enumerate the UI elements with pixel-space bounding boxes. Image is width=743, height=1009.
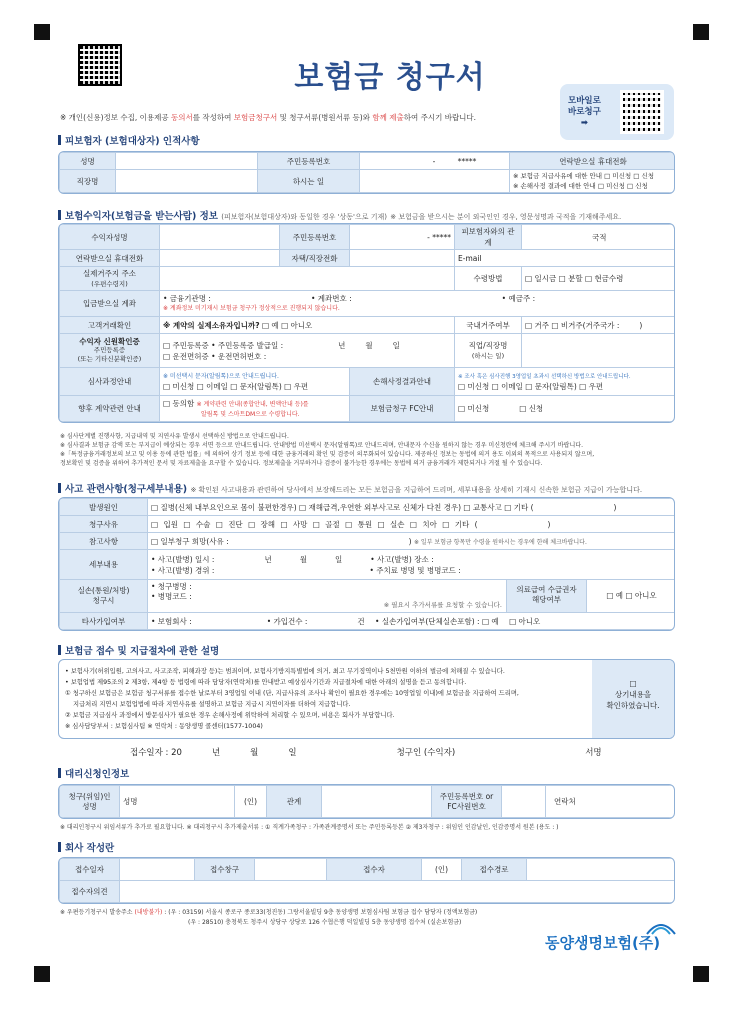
section-insured-title: 피보험자 (보험대상자) 인적사항 [58, 133, 200, 147]
label-occupation: 직업/직장명 (하시는 일) [455, 334, 522, 368]
mobile-label: 모바일로 [568, 96, 601, 106]
sign-line[interactable]: 접수일자 : 20 년 월 일 청구인 (수익자) 서명 [130, 748, 602, 758]
footer-address: ※ 우편등기청구시 발송주소 (내방불가) : (우 : 03159) 서울시 종로구 종로33(청진동) 그랑서울빌딩 9층 동양생명 보험심사팀 보험금 접수 담당자 (정액보험금) (우 : 28510) 충청북도 청주시 상당구 상당로 126 수협은행 덕일빌딩 5층 동양생명 접수처 (실손보험금) [60, 909, 478, 926]
company-table [58, 857, 675, 904]
label-name: 성명 [60, 153, 116, 170]
corner-mark [34, 24, 50, 40]
label-job: 직장명 [60, 170, 116, 193]
label-beneficiary-name: 수익자성명 [60, 225, 160, 250]
label-adjust-notice: 손해사정결과안내 [350, 368, 455, 396]
channel-field[interactable] [255, 859, 327, 881]
label-details: 세부내용 [60, 550, 148, 580]
label-reason: 청구사유 [60, 516, 148, 533]
insured-rrn-field[interactable]: - ***** [360, 153, 510, 170]
company-logo: 동양생명보험(주) [545, 932, 660, 953]
label-account: 입금받으실 계좌 [60, 291, 160, 317]
home-phone-field[interactable] [350, 250, 455, 267]
label-review-notice: 심사과정안내 [60, 368, 160, 396]
label-receipt-date: 접수일자 [60, 859, 120, 881]
label-cause: 발생원인 [60, 499, 148, 516]
opinion-field[interactable] [120, 881, 676, 903]
insured-job-field[interactable] [116, 170, 258, 193]
insured-info-table [58, 151, 675, 194]
other-insurance-field[interactable]: • 보험회사 : • 가입건수 : 건 • 실손가입여부(단체실손포함) : □ 예 □ 아니오 [148, 613, 676, 630]
account-field[interactable]: • 금융기관명 : • 계좌번호 : • 예금주 : ※ 계좌정보 미기재시 보험금 청구가 정상적으로 진행되지 않습니다. [160, 291, 676, 317]
barcode-icon [80, 46, 120, 84]
procedure-line: • 보험업법 제95조의 2 제3항, 제4항 등 법령에 따라 담당자(연락처)를 안내받고 예상심사기간과 지급절차에 대한 아래의 설명을 듣고 동의합니다. [65, 679, 467, 686]
beneficiary-name-field[interactable] [160, 225, 280, 250]
qr-code-icon[interactable] [620, 90, 664, 134]
label-reference: 참고사항 [60, 533, 148, 550]
reference-options[interactable]: □ 일부청구 희망(사유 : ) ※ 일부 보험금 항목만 수령을 원하시는 경우에 한해 체크바랍니다. [148, 533, 676, 550]
notice-options[interactable]: ※ 보험금 지급사유에 대한 안내 □ 미신청 □ 신청 ※ 손해사정 결과에 대한 안내 □ 미신청 □ 신청 [510, 170, 676, 193]
label-rrn-fc: 주민등록번호 or FC사원번호 [432, 786, 502, 818]
section-procedure-title: 보험금 접수 및 지급절차에 관한 설명 [58, 643, 219, 657]
email-field[interactable]: E-mail [455, 250, 676, 267]
label-receiver: 접수자 [327, 859, 422, 881]
mobile-claim-box[interactable] [560, 84, 674, 140]
label-fc-notice: 보험금청구 FC안내 [350, 396, 455, 422]
procedure-box [58, 659, 675, 739]
receipt-date-field[interactable] [120, 859, 195, 881]
label-id-check: 수익자 신원확인증 주민등록증 (또는 기타신분확인증) [60, 334, 160, 368]
owner-check-options[interactable]: ※ 계약의 실제소유자입니까? □ 예 □ 아니오 [160, 317, 455, 334]
corner-mark [34, 966, 50, 982]
cause-options[interactable]: □ 질병(신체 내부요인으로 몸이 불편한경우) □ 재해급격,우연한 외부사고로 신체가 다친 경우) □ 교통사고 □ 기타 ( ) [148, 499, 676, 516]
label-receive-method: 수령방법 [455, 267, 522, 291]
label-future-notice: 향후 계약관련 안내 [60, 396, 160, 422]
corner-mark [693, 24, 709, 40]
label-channel: 접수창구 [195, 859, 255, 881]
details-field[interactable]: • 사고(발병) 일시 : 년 월 일 • 사고(발병) 장소 : • 사고(발병) 경위 : • 주치료 병명 및 병명코드 : [148, 550, 676, 580]
medical-field[interactable]: • 청구병명 : • 병명코드 : ※ 필요시 추가서류를 요청할 수 있습니다. 의료급여 수급권자 해당여부 □ 예 □ 아니오 [148, 580, 676, 613]
reason-options[interactable]: □ 입원 □ 수술 □ 진단 □ 장해 □ 사망 □ 골절 □ 통원 □ 실손 □ 치아 □ 기타 ( ) [148, 516, 676, 533]
rrn-fc-field[interactable] [502, 786, 546, 818]
agent-name-field[interactable]: 성명 [120, 786, 235, 818]
label-rrn: 주민등록번호 [280, 225, 350, 250]
relation-field[interactable] [322, 786, 432, 818]
occupation-field[interactable] [522, 334, 676, 368]
label-relation: 관계 [267, 786, 322, 818]
label-relation: 피보험자와의 관계 [455, 225, 522, 250]
mobile-label: 바로청구 [568, 107, 601, 117]
agent-table [58, 784, 675, 819]
beneficiary-rrn-field[interactable]: - ***** [350, 225, 455, 250]
label-home-phone: 자택/직장전화 [280, 250, 350, 267]
seal-mark: (인) [422, 859, 462, 881]
insured-name-field[interactable] [116, 153, 258, 170]
section-agent-title: 대리신청인정보 [58, 766, 129, 780]
agent-phone-field[interactable]: 연락처 [546, 786, 676, 818]
label-address: 실제거주지 주소 (우편수령지) [60, 267, 160, 291]
label-rrn: 주민등록번호 [258, 153, 360, 170]
label-medical: 실손(통원/처방) 청구시 [60, 580, 148, 613]
procedure-line: ② 보험금 지급심사 과정에서 방문심사가 필요한 경우 손해사정에 위탁하여 처리할 수 있으며, 비용은 회사가 부담합니다. [65, 712, 395, 719]
procedure-line: ※ 심사담당부서 : 보험심사팀 ※ 연락처 : 동양생명 콜센터(1577-1004) [65, 723, 263, 730]
section-company-title: 회사 작성란 [58, 840, 114, 854]
procedure-line: • 보험사기(허위입원, 고의사고, 사고조작, 피해과장 등)는 범죄이며, 보험사기방지특별법에 의거, 최고 무기징역이나 5천만원 이하의 벌금에 처해질 수 있습니다. [65, 668, 505, 675]
confirm-checkbox[interactable]: □ 상기내용을 확인하였습니다. [592, 660, 674, 739]
intro-text: ※ 개인(신용)정보 수집, 이용제공 동의서를 작성하여 보험금청구서 및 청구서류(병원서류 등)와 함께 제출하여 주시기 바랍니다. [60, 113, 477, 122]
label-customer-check: 고객거래확인 [60, 317, 160, 334]
corner-mark [693, 966, 709, 982]
route-field[interactable] [527, 859, 676, 881]
label-work: 하시는 일 [258, 170, 360, 193]
logo-wave-icon [645, 918, 677, 936]
arrow-icon: ➡ [580, 118, 588, 128]
id-card-options[interactable]: □ 주민등록증 • 주민등록증 발급일 : 년 월 일 □ 운전면허증 • 운전면허번호 : [160, 334, 455, 368]
adjust-notice-options[interactable]: ※ 조사 혹은 심사진행 3영업일 초과시 선택하신 방법으로 안내드립니다. □ 미신청 □ 이메일 □ 문자(알림톡) □ 우편 [455, 368, 676, 396]
beneficiary-table [58, 223, 675, 423]
label-other-insurance: 타사가입여부 [60, 613, 148, 630]
label-opinion: 접수자의견 [60, 881, 120, 903]
section-accident-title: 사고 관련사항(청구세부내용) ※ 확인된 사고내용과 관련하여 당사에서 보장해드리는 모든 보험금을 지급하여 드리며, 세부내용을 상세히 기재시 신속한 보험금 지급이 가능합니다. [58, 481, 642, 495]
agent-note: ※ 대리인청구시 위임서류가 추가로 필요합니다. ※ 대리청구시 추가제출서류 : ① 직계가족청구 : 가족관계증명서 또는 주민등록등본 ② 제3자청구 : 위임인 인감날인, 인감증명서 원본 (용도 : ) [60, 824, 559, 831]
accident-table [58, 497, 675, 631]
nationality-field[interactable]: 국적 [522, 225, 676, 250]
procedure-line: 지급처리 지연시 보험업법에 따라 지연사유를 설명하고 보험금 지급시 지연이자를 더하여 지급합니다. [73, 701, 351, 708]
review-notice-options[interactable]: ※ 미선택시 문자(알림톡)으로 안내드립니다. □ 미신청 □ 이메일 □ 문자(알림톡) □ 우편 [160, 368, 350, 396]
receive-method-options[interactable]: □ 일시금 □ 분할 □ 현금수령 [522, 267, 676, 291]
label-residence: 국내거주여부 [455, 317, 522, 334]
section-beneficiary-title: 보험수익자(보험금을 받는사람) 정보 (피보험자(보험대상자)와 동일한 경우 '상동'으로 기재) ※ 보험금을 받으시는 분이 외국인인 경우, 영문성명과 국적을 기재해주세요. [58, 208, 621, 222]
residence-options[interactable]: □ 거주 □ 비거주(거주국가 : ) [522, 317, 676, 334]
label-mobile: 연락받으실 휴대전화 [60, 250, 160, 267]
label-route: 접수경로 [462, 859, 527, 881]
label-delegator: 청구(위임)인 성명 [60, 786, 120, 818]
insured-work-field[interactable] [360, 170, 510, 193]
label-phone: 연락받으실 휴대전화 [510, 153, 676, 170]
page-title: 보험금 청구서 [294, 60, 486, 95]
mobile-field[interactable] [160, 250, 280, 267]
procedure-line: ① 청구하신 보험금은 보험금 청구서류를 접수한 날로부터 3영업일 이내 (단, 지급사유의 조사나 확인이 필요한 경우에는 10영업일 이내)에 보험금을 지급하여 드리며, [65, 690, 519, 697]
address-field[interactable] [160, 267, 455, 291]
beneficiary-notes: ※ 심사단계별 진행사항, 지급내역 및 지연사유 발생시 선택하신 방법으로 안내드립니다. ※ 심사결과 보험금 감액 또는 부지급이 예상되는 경우 서면 등으로 안내드립니다. 안내방법 미선택시 문자(알림톡)로 안내드리며, 안내문자 수신을 원하지 않는 경우 미신청란에 체크해 주시기 바랍니다. ※「특정금융거래정보의 보고 및 이용 등에 관한 법률」에 의하여 상기 정보 등에 대한 금융거래의 확인 및 검증이 의무화되어 있습니다. 제공하신 정보는 동법에 의거 용도 이외의 목적으로 사용되지 않으며, 정보확인 및 검증을 위하여 추가적인 문서 및 자료제출을 요구할 수 있습니다. 정보제출을 거부하거나 검증이 불가능한 경우에는 동법에 의거 금융거래가 제한되거나 거절 될 수 있습니다. [60, 433, 595, 467]
future-notice-options[interactable]: □ 동의함 ※ 계약관련 안내(종합안내, 변액안내 등)를 알림톡 및 스마트DM으로 수령합니다. [160, 396, 350, 422]
fc-notice-options[interactable]: □ 미신청 □ 신청 [455, 396, 676, 422]
seal-mark: (인) [235, 786, 267, 818]
